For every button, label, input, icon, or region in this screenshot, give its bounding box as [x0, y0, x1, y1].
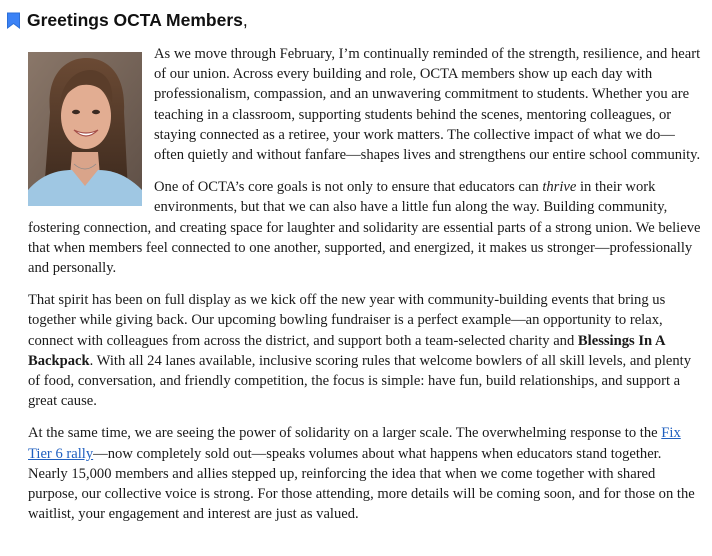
member-portrait — [28, 52, 142, 206]
bookmark-icon — [6, 12, 21, 29]
charity-name: Blessings In A Backpack — [28, 332, 665, 369]
paragraph-solidarity — [28, 423, 704, 524]
paragraph-solidarity-text-b: —now completely sold out—speaks volumes about what happens when educators stand together. Nearly 15,000 members and allies stepped up, reinforcing the idea that when we come together with shared purpose, our collective voice is strong. For those attending, more details will be coming soon, and for those on the waitlist, your engagement and interest are just as valued. — [28, 445, 695, 523]
paragraph-goals-text-b: in their work environments, but that we can also have a little fun along the way. Building community, fostering connection, and creating space for laughter and solidarity are essential parts of a strong union. We believe that when members feel connected to one another, supported, and energized, it makes us stronger—professionally and personally. — [28, 179, 701, 277]
paragraph-solidarity-text-a: At the same time, we are seeing the power of solidarity on a larger scale. The overwhelming response to the — [28, 425, 662, 442]
paragraph-goals-text-a: One of OCTA’s core goals is not only to ensure that educators can — [154, 179, 543, 196]
thrive-emphasis: thrive — [542, 179, 577, 196]
greeting-comma: , — [242, 10, 248, 30]
paragraph-events-text-b: . With all 24 lanes available, inclusive scoring rules that welcome bowlers of all skill levels, and plenty of food, conversation, and friendly competition, the focus is simple: have fun, build relationships, and support a great cause. — [28, 352, 692, 410]
letter-body — [28, 44, 704, 536]
paragraph-events-text-a: That spirit has been on full display as we kick off the new year with community-building events that bring us together while giving back. Our upcoming bowling fundraiser is a perfect example—an opportunity to relax, connect with colleagues from across the district, and support both a team-selected charity and — [28, 292, 666, 349]
greeting-heading — [6, 10, 248, 31]
greeting-title: Greetings OCTA Members — [27, 10, 243, 30]
paragraph-events — [28, 290, 704, 411]
fix-tier-6-rally-link[interactable]: Fix Tier 6 rally — [28, 425, 681, 462]
paragraph-intro-text: As we move through February, I’m continually reminded of the strength, resilience, and heart of our union. Across every building and role, OCTA members show up each day with professionalism, compassion, and an unwavering commitment to students. Whether you are teaching in a classroom, supporting students behind the scenes, mentoring colleagues, or staying connected as a retiree, your work matters. The collective impact of what we do—often quietly and without fanfare—shapes lives and strengthens our entire school community. — [154, 46, 701, 164]
